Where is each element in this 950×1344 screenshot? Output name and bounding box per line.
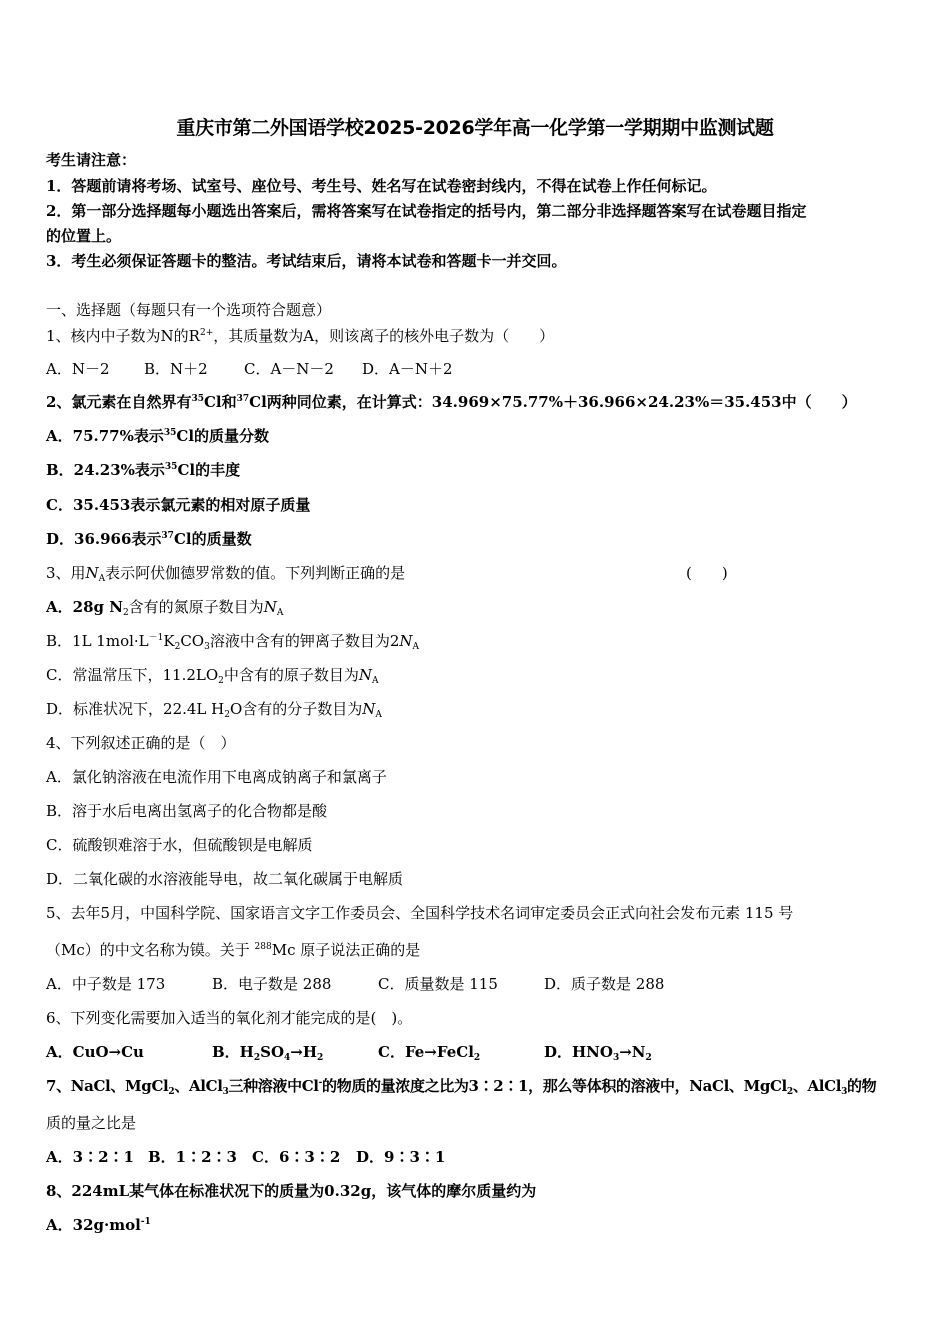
q7-option-a: A．3∶2∶1	[46, 1148, 134, 1166]
question-2-stem: 2、氯元素在自然界有$^{35}$Cl和$^{37}$Cl两种同位素，在计算式：34.969×75.77%＋36.966×24.23%＝35.453中（ ）	[46, 393, 857, 411]
question-5-stem: 5、去年5月，中国科学院、国家语言文字工作委员会、全国科学技术名词审定委员会正式向社会发布元素 115 号	[46, 904, 794, 922]
question-1-stem: 1、核内中子数为N的$R^{2+}$，其质量数为A，则该离子的核外电子数为（ ）	[46, 327, 555, 345]
q3-answer-paren: ( )	[686, 564, 728, 582]
question-6-stem: 6、下列变化需要加入适当的氧化剂才能完成的是( )。	[46, 1009, 413, 1027]
q1-option-c: C．A－N－2	[244, 360, 334, 378]
q4-option-c: C．硫酸钡难溶于水，但硫酸钡是电解质	[46, 836, 313, 854]
q4-option-a: A．氯化钠溶液在电流作用下电离成钠离子和氯离子	[46, 768, 387, 786]
q3-option-b: B．1L $1mol\cdot L^{-1}K_2CO_3$溶液中含有的钾离子数目为$2N_A$	[46, 632, 419, 652]
page-title: 重庆市第二外国语学校2025-2026学年高一化学第一学期期中监测试题	[176, 117, 774, 139]
q4-option-d: D．二氧化碳的水溶液能导电，故二氧化碳属于电解质	[46, 870, 404, 888]
q2-option-b: B．24.23%表示$^{35}$Cl的丰度	[46, 461, 241, 479]
question-3-stem: 3、用$N_A$表示阿伏伽德罗常数的值。下列判断正确的是	[46, 564, 406, 584]
q1-option-b: B．N＋2	[144, 360, 208, 378]
q8-option-a: A．32g·mol$^{-1}$	[46, 1216, 151, 1234]
notice-item-2-cont: 的位置上。	[46, 227, 122, 245]
question-7-stem: 7、NaCl、MgCl$_2$、AlCl$_3$三种溶液中Cl-的物质的量浓度之比为3∶2∶1，那么等体积的溶液中，NaCl、MgCl$_2$、AlCl$_3$的物	[46, 1077, 877, 1097]
q3-option-c: C．常温常压下，$11.2LO_2$中含有的原子数目为$N_A$	[46, 666, 379, 686]
q4-option-b: B．溶于水后电离出氢离子的化合物都是酸	[46, 802, 328, 820]
notice-item-2: 2．第一部分选择题每小题选出答案后，需将答案写在试卷指定的括号内，第二部分非选择题答案写在试卷题目指定	[46, 202, 807, 220]
question-7-stem-cont: 质的量之比是	[46, 1114, 137, 1132]
q1-option-a: A．N－2	[46, 360, 110, 378]
q7-option-c: C．6∶3∶2	[252, 1148, 341, 1166]
q2-option-a: A．75.77%表示$^{35}$Cl的质量分数	[46, 427, 270, 445]
q5-option-c: C．质量数是 115	[378, 975, 498, 993]
question-8-stem: 8、224mL某气体在标准状况下的质量为0.32g，该气体的摩尔质量约为	[46, 1182, 537, 1200]
q5-option-d: D．质子数是 288	[544, 975, 665, 993]
q5-option-b: B．电子数是 288	[212, 975, 332, 993]
notice-item-1: 1．答题前请将考场、试室号、座位号、考生号、姓名写在试卷密封线内，不得在试卷上作任何标记。	[46, 177, 717, 195]
question-5-stem-cont: （Mc）的中文名称为镆。关于 $^{288}$Mc 原子说法正确的是	[46, 941, 421, 959]
question-1-options	[46, 359, 453, 379]
q2-option-d: D．36.966表示$^{37}$Cl的质量数	[46, 530, 252, 548]
q6-option-d: D．$HNO_3\to N_2$	[544, 1043, 652, 1063]
question-7-options	[46, 1147, 445, 1167]
q3-option-d: D．标准状况下，22.4L $H_2O$含有的分子数目为$N_A$	[46, 700, 382, 720]
question-4-stem: 4、下列叙述正确的是（ ）	[46, 734, 236, 752]
question-6-options	[46, 1042, 652, 1062]
q2-option-c: C．35.453表示氯元素的相对原子质量	[46, 496, 311, 514]
q6-option-a: A．CuO→Cu	[46, 1043, 144, 1061]
q7-option-b: B．1∶2∶3	[148, 1148, 237, 1166]
q7-option-d: D．9∶3∶1	[356, 1148, 446, 1166]
section-heading: 一、选择题（每题只有一个选项符合题意）	[46, 301, 332, 319]
q1-option-d: D．A－N＋2	[362, 360, 453, 378]
notice-item-3: 3．考生必须保证答题卡的整洁。考试结束后，请将本试卷和答题卡一并交回。	[46, 252, 567, 270]
q3-option-a: A．28g $N_2$含有的氮原子数目为$N_A$	[46, 598, 284, 618]
q6-option-b: B．$H_2SO_4\to H_2$	[212, 1043, 324, 1063]
question-5-options	[46, 974, 664, 994]
notice-heading: 考生请注意：	[46, 151, 137, 169]
q6-option-c: C．Fe→FeCl$_2$	[378, 1043, 481, 1063]
q5-option-a: A．中子数是 173	[46, 975, 166, 993]
